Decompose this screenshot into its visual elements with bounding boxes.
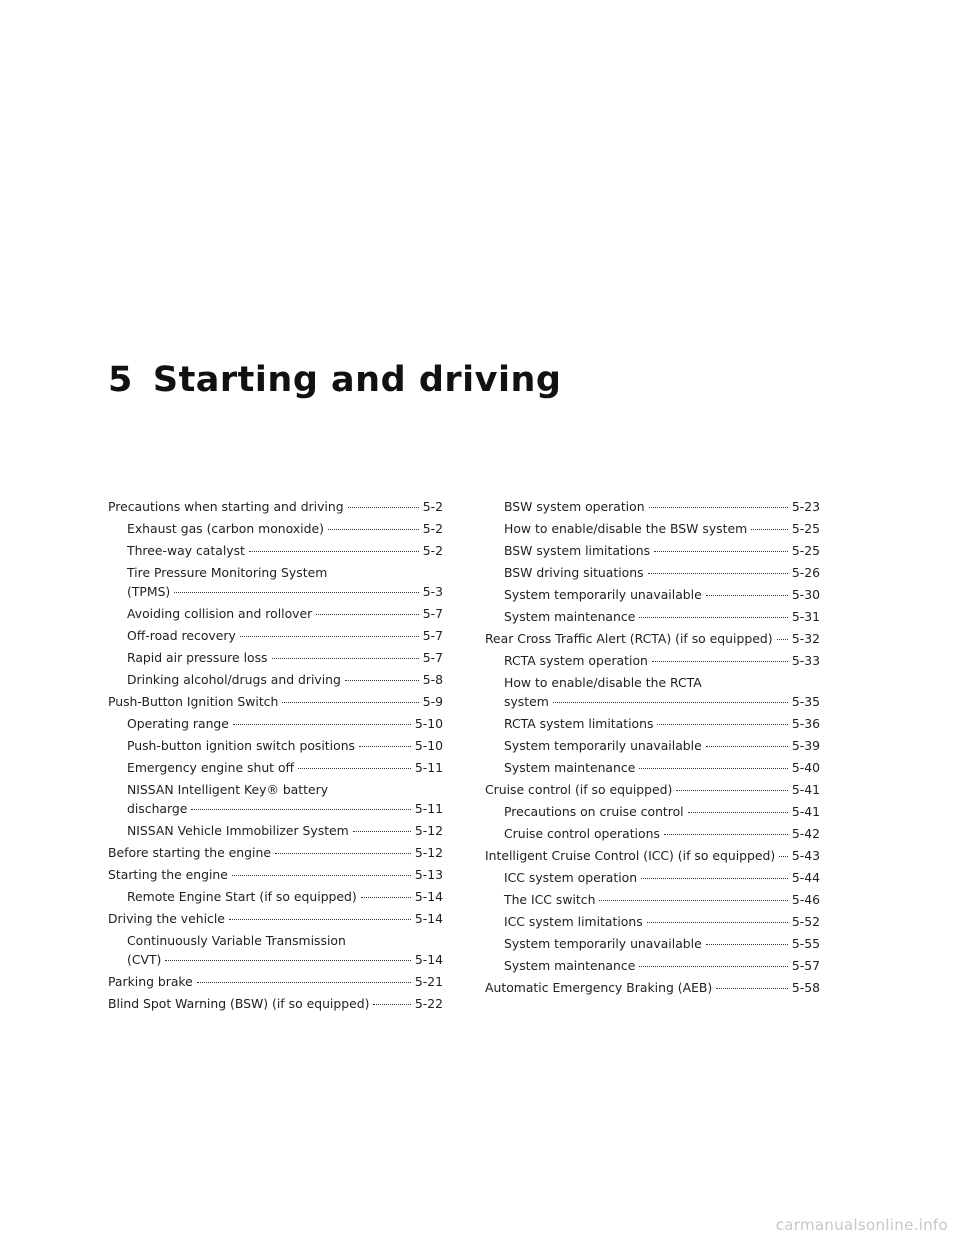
toc-entry[interactable] [108,757,443,779]
toc-leader-dots [361,897,411,898]
toc-leader-dots [249,551,419,552]
toc-entry-page: 5-52 [791,914,820,929]
chapter-number: 5 [108,360,133,400]
toc-entry-label: System maintenance [504,760,636,775]
toc-entry[interactable] [108,565,443,581]
toc-entry[interactable] [108,971,443,993]
toc-leader-dots [777,639,788,640]
toc-entry[interactable] [108,496,443,518]
toc-entry-page: 5-7 [422,606,443,621]
toc-entry-page: 5-12 [414,823,443,838]
toc-entry-label: ICC system operation [504,870,638,885]
toc-entry[interactable] [485,584,820,606]
toc-leader-dots [359,746,411,747]
toc-entry-label: Emergency engine shut off [127,760,295,775]
toc-entry-page: 5-3 [422,584,443,599]
toc-leader-dots [688,812,788,813]
toc-entry-page: 5-2 [422,543,443,558]
toc-entry[interactable] [485,606,820,628]
toc-entry-label: Automatic Emergency Braking (AEB) [485,980,713,995]
toc-entry-page: 5-32 [791,631,820,646]
toc-entry[interactable] [485,801,820,823]
toc-entry-page: 5-11 [414,801,443,816]
toc-entry-page: 5-42 [791,826,820,841]
toc-entry-page: 5-22 [414,996,443,1011]
toc-entry-page: 5-21 [414,974,443,989]
toc-entry-label: How to enable/disable the RCTA [504,675,702,690]
toc-entry[interactable] [108,842,443,864]
toc-entry[interactable] [108,886,443,908]
toc-entry-page: 5-39 [791,738,820,753]
toc-entry[interactable] [485,955,820,977]
toc-entry-label: Avoiding collision and rollover [127,606,313,621]
toc-entry[interactable] [108,713,443,735]
toc-entry[interactable] [485,823,820,845]
toc-leader-dots [316,614,419,615]
toc-entry-label: Tire Pressure Monitoring System [127,565,328,580]
toc-entry-label: Precautions when starting and driving [108,499,344,514]
toc-entry[interactable] [485,562,820,584]
toc-entry[interactable] [108,691,443,713]
toc-entry[interactable] [485,757,820,779]
toc-entry-label: Continuously Variable Transmission [127,933,346,948]
toc-leader-dots [298,768,411,769]
toc-leader-dots [599,900,787,901]
toc-entry[interactable] [485,518,820,540]
toc-entry-label: The ICC switch [504,892,596,907]
toc-entry[interactable] [485,650,820,672]
toc-leader-dots [648,573,788,574]
toc-entry-label: Rapid air pressure loss [127,650,268,665]
toc-entry-label: discharge [127,801,188,816]
chapter-title [108,360,561,400]
toc-entry-label: Parking brake [108,974,193,989]
toc-entry-label: Cruise control (if so equipped) [485,782,673,797]
toc-entry-label: Intelligent Cruise Control (ICC) (if so equipped) [485,848,776,863]
toc-entry-page: 5-57 [791,958,820,973]
toc-entry-label: Before starting the engine [108,845,271,860]
toc-leader-dots [345,680,419,681]
toc-entry-label: BSW system limitations [504,543,651,558]
toc-entry[interactable] [108,540,443,562]
toc-entry-label: Remote Engine Start (if so equipped) [127,889,357,904]
toc-entry[interactable] [108,603,443,625]
toc-entry[interactable] [485,691,820,713]
toc-entry-label: System maintenance [504,958,636,973]
toc-entry-page: 5-41 [791,782,820,797]
toc-entry[interactable] [485,713,820,735]
toc-entry-page: 5-25 [791,521,820,536]
toc-leader-dots [174,592,418,593]
toc-leader-dots [654,551,788,552]
toc-leader-dots [373,1004,410,1005]
toc-leader-dots [232,875,411,876]
toc-entry-label: BSW driving situations [504,565,644,580]
toc-entry-page: 5-14 [414,952,443,967]
toc-leader-dots [649,507,788,508]
toc-entry-label: System maintenance [504,609,636,624]
toc-leader-dots [240,636,419,637]
toc-entry[interactable] [485,845,820,867]
toc-entry-label: Precautions on cruise control [504,804,684,819]
toc-leader-dots [197,982,411,983]
toc-leader-dots [676,790,788,791]
toc-entry[interactable] [485,628,820,650]
toc-entry-label: BSW system operation [504,499,645,514]
toc-entry-label: NISSAN Intelligent Key® battery [127,782,329,797]
toc-entry-page: 5-14 [414,911,443,926]
toc-entry-page: 5-46 [791,892,820,907]
toc-entry-label: How to enable/disable the BSW system [504,521,748,536]
footer-watermark: carmanualsonline.info [775,1216,948,1234]
toc-entry-label: Blind Spot Warning (BSW) (if so equipped) [108,996,370,1011]
toc-entry-page: 5-44 [791,870,820,885]
toc-entry-label: System temporarily unavailable [504,587,702,602]
toc-entry-label: ICC system limitations [504,914,643,929]
toc-entry[interactable] [108,647,443,669]
toc-entry-page: 5-40 [791,760,820,775]
toc-leader-dots [275,853,411,854]
toc-leader-dots [706,746,788,747]
toc-entry-page: 5-12 [414,845,443,860]
toc-entry-label: (CVT) [127,952,162,967]
toc-entry[interactable] [485,540,820,562]
toc-leader-dots [706,595,788,596]
toc-entry[interactable] [108,908,443,930]
toc-entry[interactable] [108,864,443,886]
toc-leader-dots [716,988,788,989]
toc-entry[interactable] [108,581,443,603]
toc-entry-page: 5-10 [414,738,443,753]
toc-entry-page: 5-13 [414,867,443,882]
toc-leader-dots [328,529,419,530]
toc-entry[interactable] [108,949,443,971]
toc-entry[interactable] [485,889,820,911]
toc-entry-label: (TPMS) [127,584,171,599]
toc-entry[interactable] [485,933,820,955]
toc-leader-dots [639,617,788,618]
toc-leader-dots [779,856,788,857]
toc-leader-dots [639,966,788,967]
toc-entry-page: 5-14 [414,889,443,904]
toc-entry-page: 5-33 [791,653,820,668]
toc-entry-page: 5-23 [791,499,820,514]
toc-entry-page: 5-10 [414,716,443,731]
toc-entry-page: 5-11 [414,760,443,775]
chapter-title-text: Starting and driving [152,360,562,400]
toc-entry-label: Operating range [127,716,229,731]
toc-leader-dots [641,878,788,879]
toc-entry-label: system [504,694,549,709]
toc-entry-page: 5-36 [791,716,820,731]
toc-entry-page: 5-58 [791,980,820,995]
toc-leader-dots [652,661,788,662]
toc-entry-label: System temporarily unavailable [504,936,702,951]
toc-entry-label: System temporarily unavailable [504,738,702,753]
toc-leader-dots [353,831,411,832]
toc-entry[interactable] [108,669,443,691]
toc-leader-dots [639,768,788,769]
toc-entry-page: 5-9 [422,694,443,709]
toc-entry[interactable] [108,820,443,842]
toc-entry-page: 5-8 [422,672,443,687]
toc-entry-label: Push-Button Ignition Switch [108,694,279,709]
toc-leader-dots [751,529,788,530]
toc-leader-dots [272,658,419,659]
toc-entry-page: 5-35 [791,694,820,709]
toc-entry-page: 5-7 [422,650,443,665]
toc-leader-dots [553,702,788,703]
toc-leader-dots [229,919,411,920]
toc-entry-label: RCTA system operation [504,653,648,668]
toc-entry[interactable] [108,798,443,820]
toc-entry-page: 5-31 [791,609,820,624]
toc-entry[interactable] [108,625,443,647]
toc-entry-page: 5-26 [791,565,820,580]
toc-entry[interactable] [485,779,820,801]
toc-leader-dots [647,922,788,923]
toc-entry-label: Off-road recovery [127,628,236,643]
toc-leader-dots [657,724,787,725]
toc-entry[interactable] [485,977,820,999]
toc-entry[interactable] [108,933,443,949]
toc-entry[interactable] [108,735,443,757]
toc-entry-label: Drinking alcohol/drugs and driving [127,672,341,687]
toc-leader-dots [706,944,788,945]
toc-entry-label: Starting the engine [108,867,228,882]
toc-entry-label: Exhaust gas (carbon monoxide) [127,521,324,536]
toc-leader-dots [282,702,418,703]
toc-left-column [108,496,443,1015]
toc-entry-label: NISSAN Vehicle Immobilizer System [127,823,349,838]
toc-entry[interactable] [485,867,820,889]
toc-entry[interactable] [485,735,820,757]
toc-entry[interactable] [108,518,443,540]
toc-entry-page: 5-43 [791,848,820,863]
toc-leader-dots [664,834,788,835]
toc-entry-label: RCTA system limitations [504,716,654,731]
toc-leader-dots [191,809,410,810]
toc-entry[interactable] [485,675,820,691]
toc-entry[interactable] [485,911,820,933]
toc-entry[interactable] [485,496,820,518]
toc-entry-page: 5-2 [422,521,443,536]
toc-entry-page: 5-7 [422,628,443,643]
toc-entry-page: 5-41 [791,804,820,819]
toc-entry-label: Cruise control operations [504,826,660,841]
toc-entry-page: 5-55 [791,936,820,951]
toc-entry-page: 5-2 [422,499,443,514]
toc-entry-label: Rear Cross Traffic Alert (RCTA) (if so equipped) [485,631,773,646]
toc-leader-dots [165,960,411,961]
toc-entry-label: Three-way catalyst [127,543,245,558]
toc-entry-page: 5-25 [791,543,820,558]
toc-leader-dots [348,507,419,508]
toc-entry[interactable] [108,993,443,1015]
toc-entry-label: Driving the vehicle [108,911,225,926]
toc-entry[interactable] [108,782,443,798]
toc-entry-label: Push-button ignition switch positions [127,738,355,753]
toc-right-column [485,496,820,999]
toc-leader-dots [233,724,411,725]
toc-entry-page: 5-30 [791,587,820,602]
